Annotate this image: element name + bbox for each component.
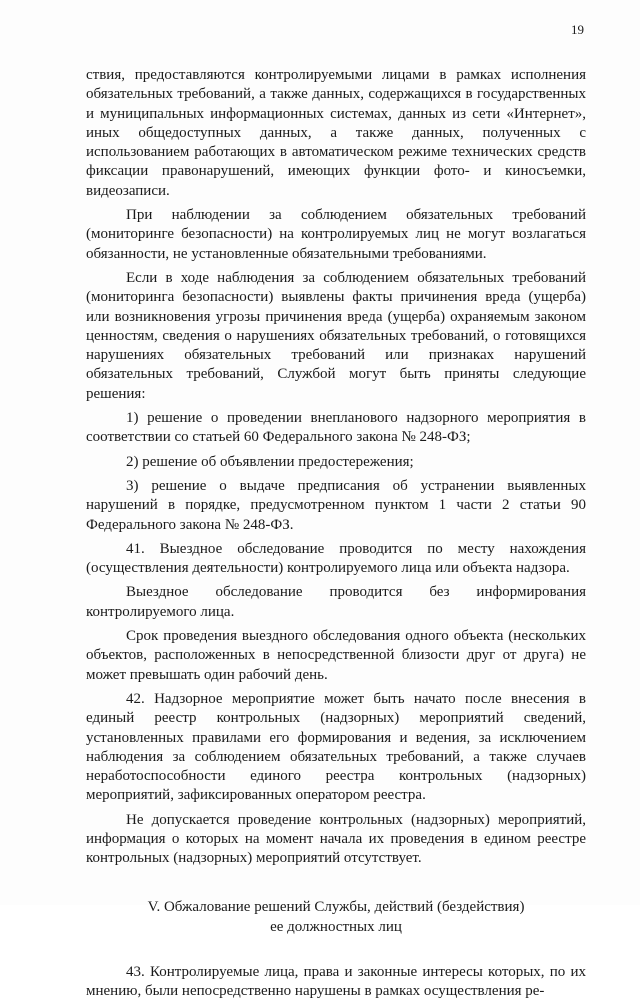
section-heading-line: ее должностных лиц <box>270 918 402 935</box>
paragraph: Не допускается проведение контрольных (надзорных) мероприятий, информация о которых на момент начала их проведения в едином реестре контрольных (надзорных) мероприятий отсутствует. <box>86 811 586 867</box>
paragraph: 42. Надзорное мероприятие может быть начато после внесения в единый реестр контрольных (надзорных) мероприятий сведений, установленных правилами его формирования и ведения, за исключением наблюдения за соблюдением обязательных требований, а также случаев неработоспособности единого реестра контрольных (надзорных) мероприятий, зафиксированных оператором реестра. <box>86 690 586 804</box>
paragraph: 43. Контролируемые лица, права и законные интересы которых, по их мнению, были непосредственно нарушены в рамках осуществления ре- <box>86 963 586 999</box>
list-item: 2) решение об объявлении предостережения; <box>126 453 414 470</box>
page-number: 19 <box>571 22 584 37</box>
paragraph: При наблюдении за соблюдением обязательных требований (мониторинге безопасности) на контролируемых лиц не могут возлагаться обязанности, не установленные обязательными требованиями. <box>86 207 586 262</box>
paragraph: 41. Выездное обследование проводится по месту нахождения (осуществления деятельности) контролируемого лица или объекта надзора. <box>86 540 586 577</box>
document-body <box>86 66 586 1006</box>
section-heading-line: V. Обжалование решений Службы, действий (бездействия) <box>147 898 525 915</box>
list-item: 1) решение о проведении внепланового надзорного мероприятия в соответствии со статьей 60 Федерального закона № 248-ФЗ; <box>86 410 586 446</box>
paragraph: Если в ходе наблюдения за соблюдением обязательных требований (мониторинга безопасности) выявлены факты причинения вреда (ущерба) или возникновения угрозы причинения вреда (ущерба) охраняемым законом ценностям, сведения о нарушениях обязательных требований, о готовящихся нарушениях обязательных требований или признаках нарушений обязательных требований, Службой могут быть приняты следующие решения: <box>86 269 586 402</box>
paragraph: Выездное обследование проводится без информирования контролируемого лица. <box>86 584 586 620</box>
section-heading <box>86 897 586 937</box>
list-item: 3) решение о выдаче предписания об устранении выявленных нарушений в порядке, предусмотренном пунктом 1 части 2 статьи 90 Федерального закона № 248-ФЗ. <box>86 477 586 533</box>
paragraph: ствия, предоставляются контролируемыми лицами в рамках исполнения обязательных требований, а также данных, содержащихся в государственных и муниципальных информационных системах, данных из сети «Интернет», иных общедоступных данных, а также данных, полученных с использованием работающих в автоматическом режиме технических средств фиксации правонарушений, имеющих функции фото- и киносъемки, видеозаписи. <box>86 67 586 199</box>
paragraph: Срок проведения выездного обследования одного объекта (нескольких объектов, расположенных в непосредственной близости друг от друга) не может превышать один рабочий день. <box>86 628 586 683</box>
